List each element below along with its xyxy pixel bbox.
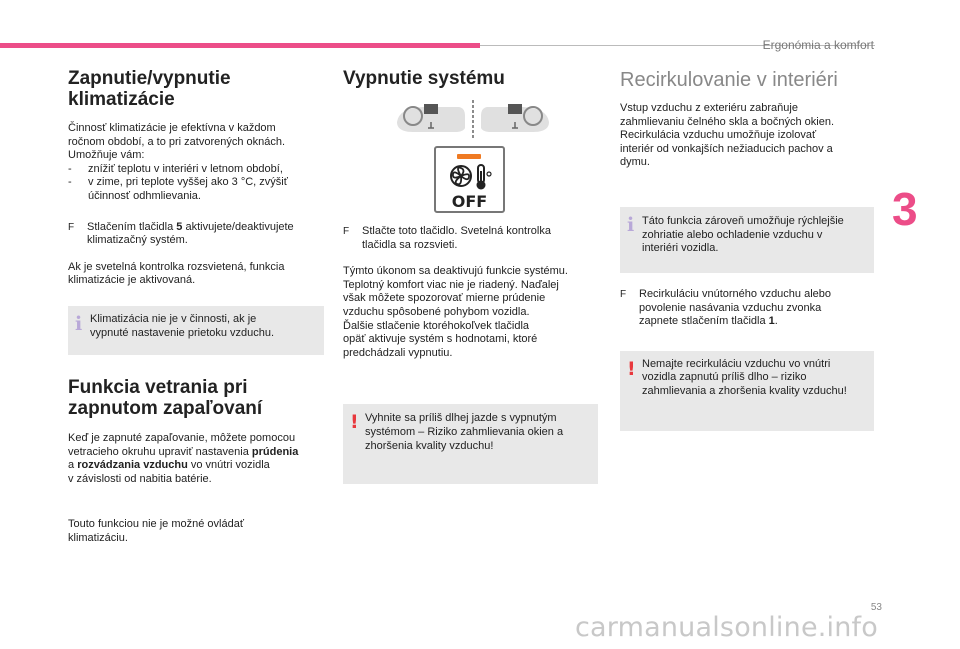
recirculation-paragraph: [620, 102, 874, 170]
text-line: účinnosť odhmlievania.: [88, 189, 201, 202]
text-run: vo vnútri vozidla: [187, 459, 270, 472]
ventilation-paragraph: [68, 432, 326, 486]
text-run: Stlačením tlačidla: [87, 220, 177, 233]
text-line: dymu.: [620, 156, 650, 169]
text-line: znížiť teplotu v interiéri v letnom období,: [88, 162, 283, 175]
text-line: vzduchu spôsobené pohybom vozidla.: [343, 305, 530, 318]
text-line: Keď je zapnuté zapaľovanie, môžete pomocou: [68, 431, 296, 444]
info-box: [68, 306, 324, 355]
bullet-icon: F: [620, 288, 627, 300]
button-reference: 5: [176, 220, 183, 233]
text-line: zahmlievaniu čelného skla a bočných okien.: [620, 115, 835, 128]
bullet-text: [639, 288, 831, 329]
status-paragraph: [68, 261, 326, 288]
text-line: Nemajte recirkuláciu vzduchu vo vnútri: [642, 357, 831, 370]
heading-line: zapnutom zapaľovaní: [68, 397, 263, 419]
text-run: .: [774, 315, 778, 328]
column-recirculation: [620, 68, 874, 431]
section-title: Ergonómia a komfort: [762, 38, 874, 52]
fan-thermometer-icon: [448, 162, 494, 192]
text-line: Ak je svetelná kontrolka rozsvietená, funkcia: [68, 260, 285, 273]
text-line: Ďalšie stlačenie ktoréhokoľvek tlačidla: [343, 319, 530, 332]
text-line: ročnom období, a to pri zatvorených oknách.: [68, 135, 286, 148]
text-line: Klimatizácia nie je v činnosti, ak je: [90, 312, 257, 325]
system-off-paragraph: [343, 265, 598, 360]
warning-box: [343, 404, 598, 484]
column-system-off-body: [343, 225, 598, 484]
text-line: vypnuté nastavenie prietoku vzduchu.: [90, 326, 275, 339]
text-line: Táto funkcia zároveň umožňuje rýchlejšie: [642, 214, 844, 227]
text-line: zohriatie alebo ochladenie vzduchu v: [642, 228, 823, 241]
text-line: Recirkuláciu vnútorného vzduchu alebo: [639, 287, 832, 300]
bold-term: rozvádzania vzduchu: [77, 459, 188, 472]
text-run: zapnete stlačením tlačidla: [639, 315, 769, 328]
bullet-icon: F: [68, 221, 75, 233]
info-icon: i: [75, 312, 83, 335]
text-line: Vyhnite sa príliš dlhej jazde s vypnutým: [365, 412, 557, 425]
text-line: klimatizáciu.: [68, 531, 128, 544]
text-run: vetracieho okruhu upraviť nastavenia: [68, 445, 252, 458]
chapter-number: 3: [892, 183, 918, 235]
text-line: systémom – Riziko zahmlievania okien a: [365, 425, 564, 438]
text-line: zahmlievania a zhoršenia kvality vzduchu!: [642, 384, 847, 397]
indicator-led: [457, 154, 481, 159]
dash-marker: -: [68, 162, 72, 175]
column-climate-on-off: [68, 68, 326, 546]
text-line: opäť aktivuje systém s hodnotami, ktoré: [343, 333, 538, 346]
bullet-text: [362, 225, 551, 252]
heading-ac-on-off: [68, 68, 326, 110]
header-accent-bar: [0, 43, 480, 48]
text-line: [68, 446, 326, 460]
text-line: Recirkulácia vzduchu umožňuje izolovať: [620, 129, 817, 142]
bullet-icon: F: [343, 226, 350, 237]
heading-line: Zapnutie/vypnutie: [68, 68, 231, 89]
bullet-item: [68, 221, 326, 248]
text-line: klimatizačný systém.: [87, 234, 188, 247]
heading-line: klimatizácie: [68, 89, 175, 110]
dashboard-illustration: [393, 100, 553, 140]
text-run: aktivujete/deaktivujete: [182, 220, 294, 233]
page-number: 53: [870, 602, 882, 613]
dash-item: [68, 163, 326, 177]
text-line: Týmto úkonom sa deaktivujú funkcie systému.: [343, 265, 568, 278]
text-line: povolenie nasávania vzduchu zvonka: [639, 301, 822, 314]
info-box: [620, 207, 874, 273]
text-line: Umožňuje vám:: [68, 149, 145, 162]
heading-recirculation: Recirkulovanie v interiéri: [620, 69, 838, 91]
off-button-illustration: [434, 146, 505, 213]
warning-box: [620, 351, 874, 431]
text-line: Činnosť klimatizácie je efektívna v každom: [68, 122, 276, 134]
bold-term: prúdenia: [251, 445, 299, 458]
text-line: v závislosti od nabitia batérie.: [68, 472, 212, 485]
text-line: klimatizácie je aktivovaná.: [68, 274, 196, 287]
warning-icon: !: [627, 357, 636, 380]
heading-line: Funkcia vetrania pri: [68, 376, 248, 398]
ventilation-note: [68, 518, 326, 545]
text-line: Stlačte toto tlačidlo. Svetelná kontrolka: [362, 225, 551, 237]
button-reference: 1: [768, 315, 775, 328]
text-line: však môžete spozorovať mierne prúdenie: [343, 292, 546, 305]
watermark: carmanualsonline.info: [575, 612, 878, 643]
text-line: Teplotný komfort viac nie je riadený. Naďalej: [343, 278, 559, 291]
text-line: interiéri vozidla.: [642, 242, 719, 255]
text-line: Vstup vzduchu z exteriéru zabraňuje: [620, 102, 798, 114]
off-label: OFF: [451, 192, 488, 211]
info-icon: i: [627, 213, 635, 236]
text-run: a: [68, 459, 78, 472]
text-line: Touto funkciou nie je možné ovládať: [68, 518, 244, 531]
dash-text: [88, 176, 288, 203]
text-line: predchádzali vypnutiu.: [343, 346, 453, 359]
text-line: v zime, pri teplote vyššej ako 3 °C, zvýšiť: [88, 176, 288, 189]
dash-item: [68, 176, 326, 203]
text-line: vozidla zapnutú príliš dlho – riziko: [642, 371, 807, 384]
bullet-text: [87, 221, 294, 248]
column-system-off: [343, 68, 598, 89]
heading-ventilation: [68, 377, 326, 419]
text-line: zhoršenia kvality vzduchu!: [365, 439, 494, 452]
intro-paragraph: [68, 122, 326, 163]
text-line: interiér od vonkajších nežiaducich pachov a: [620, 142, 833, 155]
dash-marker: -: [68, 176, 72, 189]
bullet-item: [343, 225, 598, 252]
heading-system-off: Vypnutie systému: [343, 68, 505, 89]
text-line: [68, 459, 326, 473]
text-line: tlačidla sa rozsvieti.: [362, 238, 458, 251]
bullet-item: [620, 288, 874, 329]
warning-icon: !: [350, 411, 359, 434]
